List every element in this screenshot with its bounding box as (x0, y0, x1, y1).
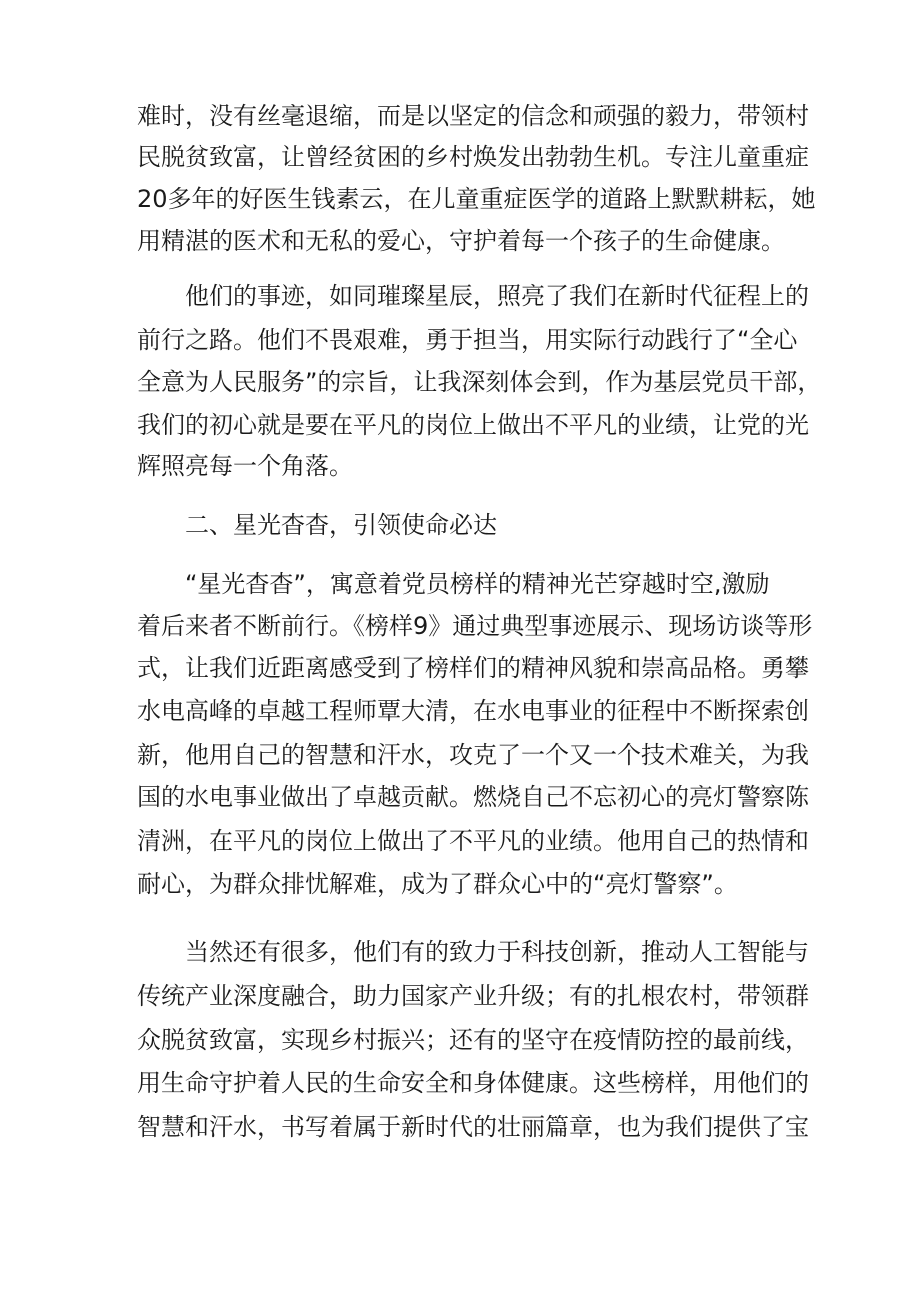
section-heading: 二、星光杳杳，引领使命必达 (185, 511, 497, 539)
paragraph-3-line-6: 国的水电事业做出了卓越贡献。燃烧自己不忘初心的亮灯警察陈 (137, 783, 809, 811)
paragraph-2-line-4: 我们的初心就是要在平凡的岗位上做出不平凡的业绩，让党的光 (137, 411, 809, 439)
paragraph-4-line-4: 用生命守护着人民的生命安全和身体健康。这些榜样，用他们的 (137, 1069, 809, 1097)
paragraph-4-line-3: 众脱贫致富，实现乡村振兴；还有的坚守在疫情防控的最前线， (137, 1026, 809, 1054)
paragraph-4-line-2: 传统产业深度融合，助力国家产业升级；有的扎根农村，带领群 (137, 982, 809, 1010)
paragraph-3-line-3: 式，让我们近距离感受到了榜样们的精神风貌和崇高品格。勇攀 (137, 654, 809, 682)
paragraph-2-line-2: 前行之路。他们不畏艰难，勇于担当，用实际行动践行了“全心 (137, 326, 798, 354)
paragraph-3-line-1: “星光杳杳”，寓意着党员榜样的精神光芒穿越时空,激励 (185, 570, 770, 598)
paragraph-1-line-4: 用精湛的医术和无私的爱心，守护着每一个孩子的生命健康。 (137, 227, 785, 255)
paragraph-2-line-1: 他们的事迹，如同璀璨星辰，照亮了我们在新时代征程上的 (185, 282, 809, 310)
paragraph-2-line-3: 全意为人民服务”的宗旨，让我深刻体会到，作为基层党员干部， (137, 368, 822, 396)
paragraph-3-line-4: 水电高峰的卓越工程师覃大清，在水电事业的征程中不断探索创 (137, 697, 809, 725)
paragraph-1-line-2: 民脱贫致富，让曾经贫困的乡村焕发出勃勃生机。专注儿童重症 (137, 143, 809, 171)
paragraph-3-line-8: 耐心，为群众排忧解难，成为了群众心中的“亮灯警察”。 (137, 870, 738, 898)
paragraph-1-line-3: 20多年的好医生钱素云，在儿童重症医学的道路上默默耕耘，她 (137, 185, 816, 213)
paragraph-3-line-5: 新，他用自己的智慧和汗水，攻克了一个又一个技术难关，为我 (137, 741, 809, 769)
paragraph-4-line-1: 当然还有很多，他们有的致力于科技创新，推动人工智能与 (185, 938, 809, 966)
paragraph-2-line-5: 辉照亮每一个角落。 (137, 452, 353, 480)
paragraph-3-line-7: 清洲，在平凡的岗位上做出了不平凡的业绩。他用自己的热情和 (137, 827, 809, 855)
paragraph-4-line-5: 智慧和汗水，书写着属于新时代的壮丽篇章，也为我们提供了宝 (137, 1113, 809, 1141)
paragraph-3-line-2: 着后来者不断前行。《榜样9》通过典型事迹展示、现场访谈等形 (137, 612, 813, 640)
paragraph-1-line-1: 难时，没有丝毫退缩，而是以坚定的信念和顽强的毅力，带领村 (137, 102, 809, 130)
